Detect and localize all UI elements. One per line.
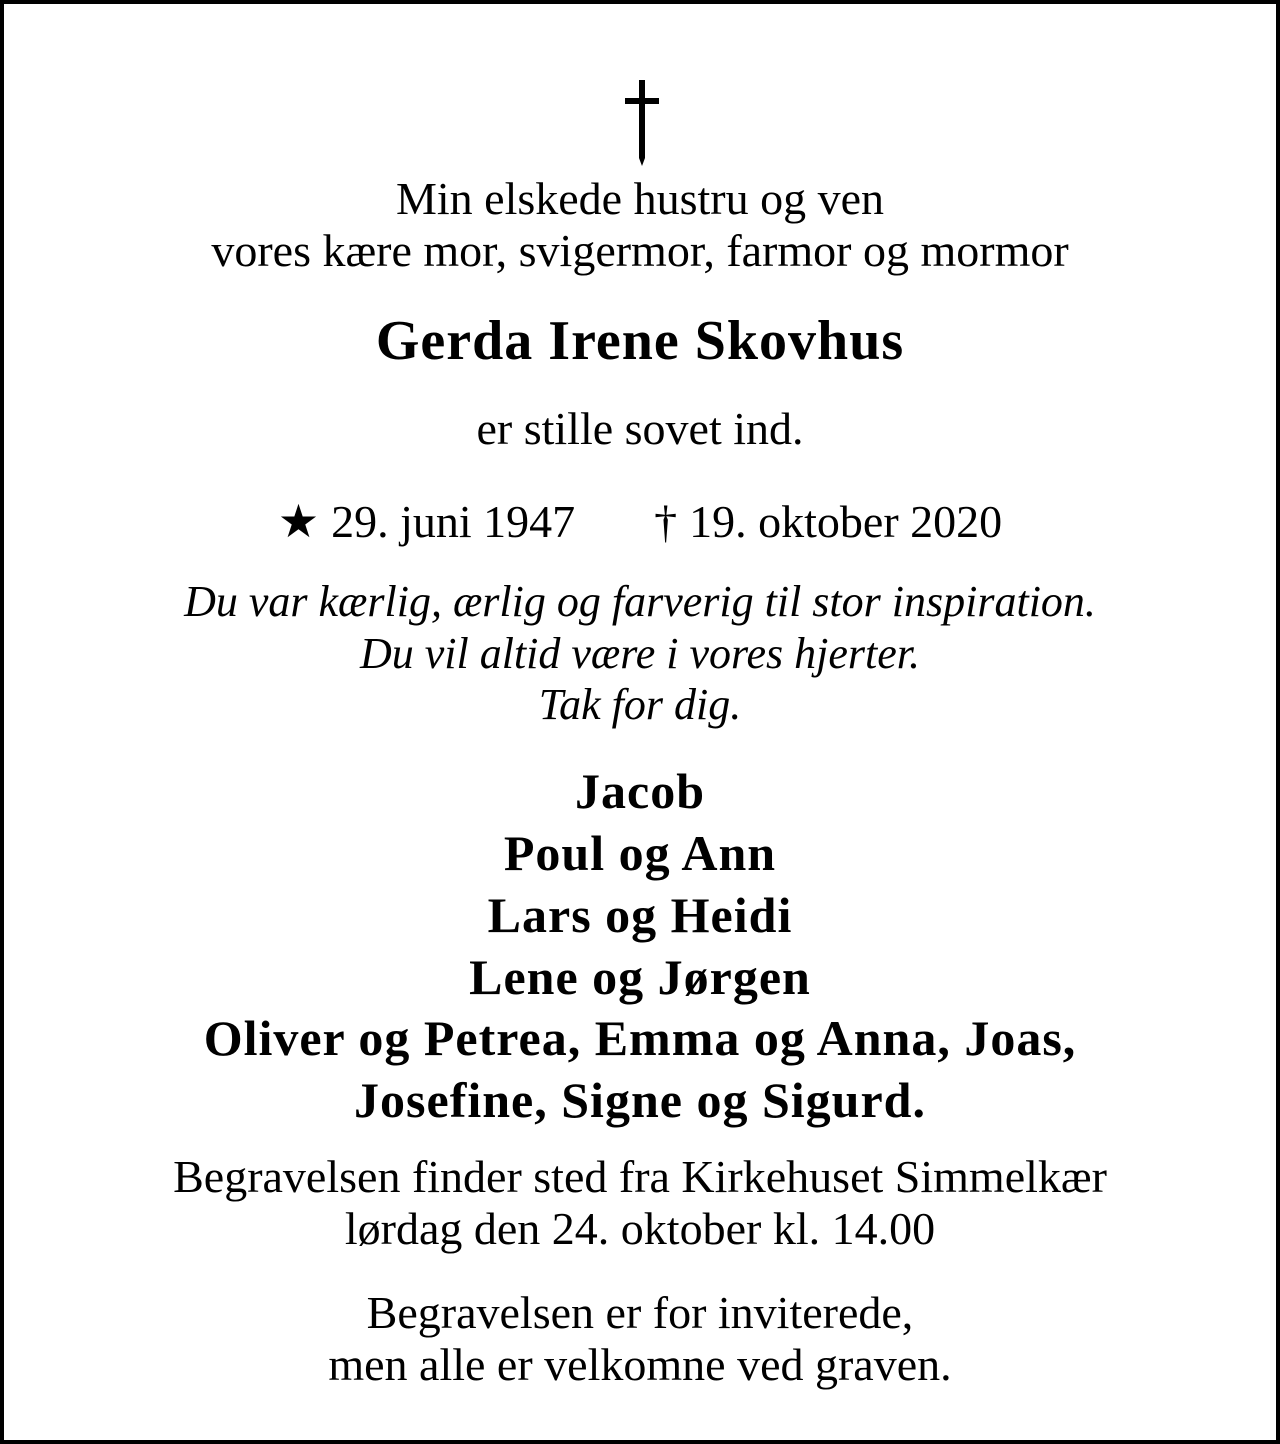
family-member: Jacob (575, 763, 705, 819)
passing-statement: er stille sovet ind. (476, 403, 804, 454)
birth-star-icon: ★ (277, 496, 320, 547)
death-date: 19. oktober 2020 (689, 496, 1003, 547)
dates-row (4, 494, 1276, 548)
attendance-line-2: men alle er velkomne ved graven. (328, 1339, 952, 1390)
funeral-line-2: lørdag den 24. oktober kl. 14.00 (344, 1203, 936, 1254)
family-member: Poul og Ann (503, 825, 777, 881)
deceased-name: Gerda Irene Skovhus (375, 310, 905, 372)
birth-date: 29. juni 1947 (331, 496, 576, 547)
attendance-line-1: Begravelsen er for inviterede, (366, 1287, 914, 1338)
family-member: Lars og Heidi (487, 887, 793, 943)
family-member: Lene og Jørgen (469, 949, 811, 1005)
cross-icon (622, 76, 662, 168)
family-member: Oliver og Petrea, Emma og Anna, Joas, (203, 1010, 1077, 1066)
verse-line-3: Tak for dig. (538, 680, 742, 729)
intro-line-1: Min elskede hustru og ven (395, 173, 885, 224)
intro-line-2: vores kære mor, svigermor, farmor og mormor (211, 225, 1069, 276)
verse-line-1: Du var kærlig, ærlig og farverig til stor inspiration. (184, 577, 1096, 626)
funeral-line-1: Begravelsen finder sted fra Kirkehuset Simmelkær (173, 1151, 1107, 1202)
verse-line-2: Du vil altid være i vores hjerter. (359, 629, 921, 678)
family-member: Josefine, Signe og Sigurd. (354, 1072, 926, 1128)
death-dagger-icon: † (654, 496, 678, 547)
